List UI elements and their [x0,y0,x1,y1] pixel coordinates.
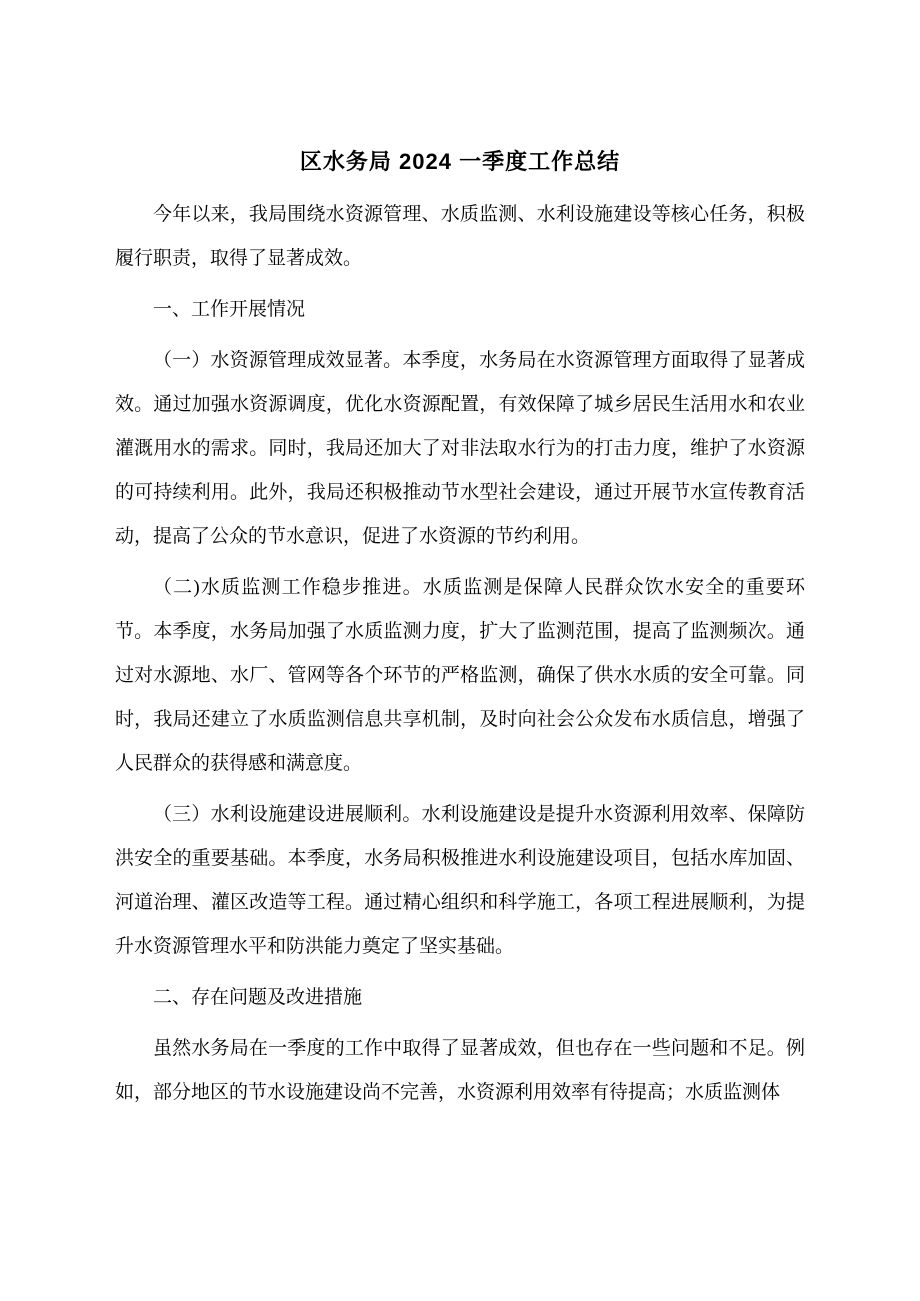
section-1-paragraph-1: （一）水资源管理成效显著。本季度，水务局在水资源管理方面取得了显著成效。通过加强水资源调度，优化水资源配置，有效保障了城乡居民生活用水和农业灌溉用水的需求。同时，我局还加大了对非法取水行为的打击力度，维护了水资源的可持续利用。此外，我局还积极推动节水型社会建设，通过开展节水宣传教育活动，提高了公众的节水意识，促进了水资源的节约利用。 [115,350,805,547]
section-2-heading: 二、存在问题及改进措施 [153,987,363,1008]
section-1-paragraph-2: （二)水质监测工作稳步推进。水质监测是保障人民群众饮水安全的重要环节。本季度，水务局加强了水质监测力度，扩大了监测范围，提高了监测频次。通过对水源地、水厂、管网等各个环节的严格监测，确保了供水水质的安全可靠。同时，我局还建立了水质监测信息共享机制，及时向社会公众发布水质信息，增强了人民群众的获得感和满意度。 [115,577,805,774]
section-2-paragraph-1: 虽然水务局在一季度的工作中取得了显著成效，但也存在一些问题和不足。例如，部分地区的节水设施建设尚不完善，水资源利用效率有待提高；水质监测体 [115,1038,805,1103]
section-1-paragraph-3: （三）水利设施建设进展顺利。水利设施建设是提升水资源利用效率、保障防洪安全的重要基础。本季度，水务局积极推进水利设施建设项目，包括水库加固、河道治理、灌区改造等工程。通过精心组织和科学施工，各项工程进展顺利，为提升水资源管理水平和防洪能力奠定了坚实基础。 [115,804,805,957]
document-title: 区水务局 2024 一季度工作总结 [299,149,621,174]
intro-paragraph: 今年以来，我局围绕水资源管理、水质监测、水利设施建设等核心任务，积极履行职责，取得了显著成效。 [115,204,805,269]
section-1-heading: 一、工作开展情况 [153,299,306,320]
